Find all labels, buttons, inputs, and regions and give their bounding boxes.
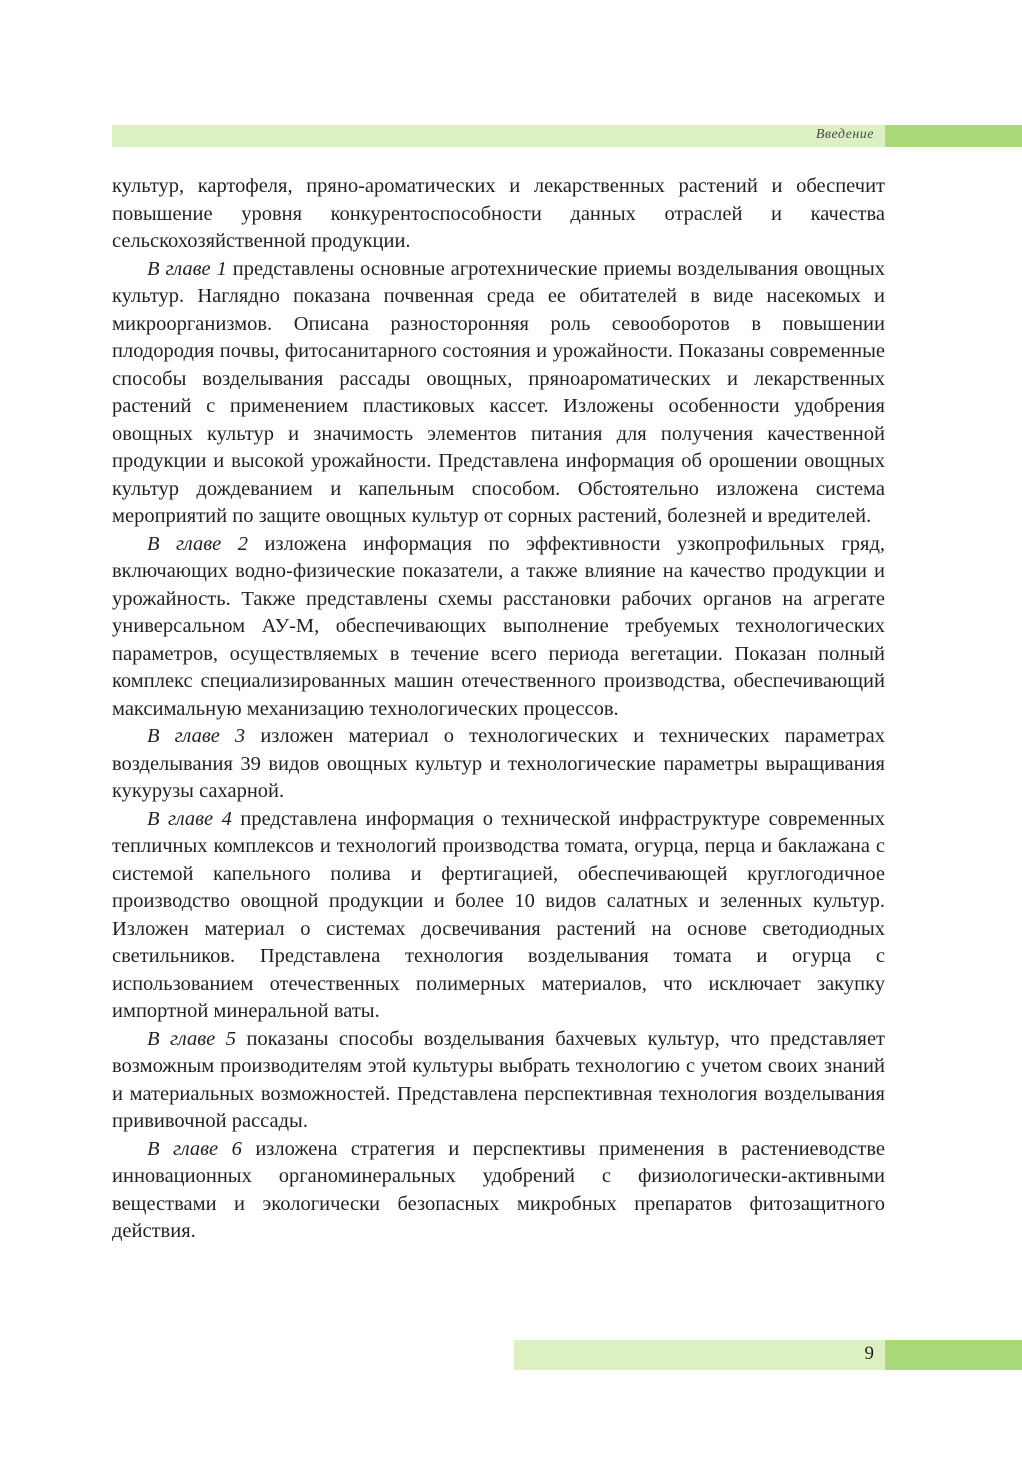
section-title: Введение <box>815 127 874 142</box>
header-band <box>112 125 885 147</box>
paragraph-chapter-2 <box>112 531 885 724</box>
paragraph-text: изложена стратегия и перспективы применения в растениеводстве инновационных органоминеральных удобрений с физиологически-активными веществами и экологически безопасных микробных препаратов фитозащитного действия. <box>112 1137 886 1242</box>
chapter-ref: В главе 5 <box>147 1027 236 1050</box>
paragraph-text: показаны способы возделывания бахчевых культур, что представляет возможным производителям этой культуры выбрать технологию с учетом своих знаний и материальных возможностей. Представлена перспективная технология возделывания прививочной рассады. <box>112 1027 886 1132</box>
chapter-ref: В главе 2 <box>147 532 249 555</box>
paragraph-text: изложена информация по эффективности узкопрофильных гряд, включающих водно-физические показатели, а также влияние на качество продукции и урожайность. Также представлены схемы расстановки рабочих органов на агрегате универсальном АУ-М, обеспечивающих выполнение требуемых технологических параметров, осуществляемых в течение всего периода вегетации. Показан полный комплекс специализированных машин отечественного производства, обеспечивающий максимальную механизацию технологических процессов. <box>112 532 886 720</box>
body-text <box>112 173 885 1246</box>
paragraph-text: представлена информация о технической инфраструктуре современных тепличных комплексов и технологий производства томата, огурца, перца и баклажана с системой капельного полива и фертигацией, обеспечивающей круглогодичное производство овощной продукции и более 10 видов салатных и зеленных культур. Изложен материал о системах досвечивания растений на основе светодиодных светильников. Представлена технология возделывания томата и огурца с использованием отечественных полимерных материалов, что исключает закупку импортной минеральной ваты. <box>112 807 885 1022</box>
paragraph-chapter-4 <box>112 806 885 1026</box>
footer-band <box>514 1340 885 1370</box>
paragraph-intro <box>112 173 885 256</box>
chapter-ref: В главе 4 <box>147 807 232 830</box>
paragraph-chapter-5 <box>112 1026 885 1136</box>
paragraph-chapter-3 <box>112 723 885 806</box>
chapter-ref: В главе 6 <box>147 1137 242 1160</box>
chapter-ref: В главе 1 <box>147 257 227 280</box>
paragraph-text: представлены основные агротехнические приемы возделывания овощных культур. Наглядно показана почвенная среда ее обитателей в виде насекомых и микроорганизмов. Описана разносторонняя роль севооборотов в повышении плодородия почвы, фитосанитарного состояния и урожайности. Показаны современные способы возделывания рассады овощных, пряноароматических и лекарственных растений с применением пластиковых кассет. Изложены особенности удобрения овощных культур и значимость элементов питания для получения качественной продукции и высокой урожайности. Представлена информация об орошении овощных культур дождеванием и капельным способом. Обстоятельно изложена система мероприятий по защите овощных культур от сорных растений, болезней и вредителей. <box>112 257 885 527</box>
paragraph-chapter-1 <box>112 256 885 531</box>
footer-tab <box>885 1340 1022 1370</box>
header-tab <box>885 125 1022 147</box>
paragraph-text: изложен материал о технологических и технических параметрах возделывания 39 видов овощных культур и технологические параметры выращивания кукурузы сахарной. <box>112 725 885 802</box>
page-number: 9 <box>864 1343 874 1364</box>
paragraph-chapter-6 <box>112 1136 885 1246</box>
paragraph-text: культур, картофеля, пряно-ароматических и лекарственных растений и обеспечит повышение уровня конкурентоспособности данных отраслей и качества сельскохозяйственной продукции. <box>112 175 885 252</box>
chapter-ref: В главе 3 <box>147 725 246 747</box>
